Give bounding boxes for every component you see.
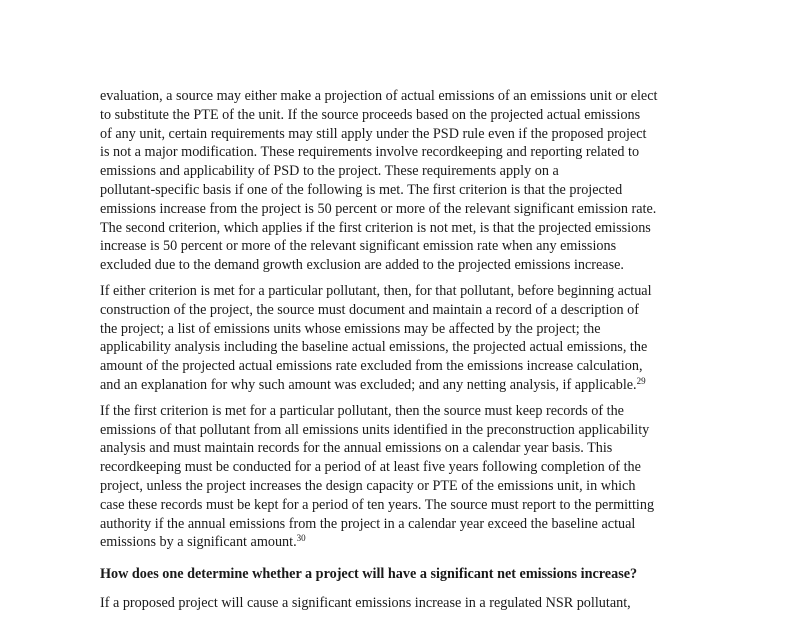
text-line-content: emissions by a significant amount. — [100, 534, 297, 551]
text-line — [100, 533, 718, 552]
text-line — [100, 376, 718, 395]
text-line: The second criterion, which applies if the first criterion is not met, is that the projected emissions — [100, 219, 651, 236]
text-line: increase is 50 percent or more of the relevant significant emission rate when any emissions — [100, 238, 617, 255]
footnote-marker[interactable]: 29 — [636, 375, 646, 386]
text-line: pollutant-specific basis if one of the following is met. The first criterion is that the projected — [100, 181, 623, 198]
text-line: emissions increase from the project is 50 percent or more of the relevant significant emission rate. — [100, 200, 657, 217]
section-heading: How does one determine whether a project will have a significant net emissions increase? — [100, 566, 638, 583]
text-line: evaluation, a source may either make a projection of actual emissions of an emissions unit or elect — [100, 88, 658, 104]
text-line: of any unit, certain requirements may still apply under the PSD rule even if the proposed project — [100, 125, 647, 142]
text-line: the project; a list of emissions units whose emissions may be affected by the project; the — [100, 320, 601, 337]
text-line: If either criterion is met for a particular pollutant, then, for that pollutant, before beginning actual — [100, 282, 652, 299]
footnote-marker[interactable]: 30 — [296, 533, 306, 544]
document-page — [100, 87, 718, 620]
paragraph-documentation-requirements — [100, 282, 718, 395]
text-line: amount of the projected actual emissions rate excluded from the emissions increase calculation, — [100, 358, 643, 375]
text-line: emissions and applicability of PSD to the project. These requirements apply on a — [100, 163, 559, 180]
text-line: applicability analysis including the baseline actual emissions, the projected actual emissions, the — [100, 339, 648, 356]
text-line: emissions of that pollutant from all emissions units identified in the preconstruction applicability — [100, 421, 650, 438]
text-line: recordkeeping must be conducted for a period of at least five years following completion of the — [100, 459, 641, 476]
text-line: construction of the project, the source must document and maintain a record of a description of — [100, 301, 639, 318]
text-line-content: and an explanation for why such amount was excluded; and any netting analysis, if applicable. — [100, 376, 637, 393]
text-line: If the first criterion is met for a particular pollutant, then the source must keep records of the — [100, 402, 624, 419]
paragraph-net-emissions — [100, 594, 718, 613]
text-line: analysis and must maintain records for the annual emissions on a calendar year basis. This — [100, 440, 613, 457]
text-line: authority if the annual emissions from the project in a calendar year exceed the baseline actual — [100, 515, 636, 532]
paragraph-projection-requirements — [100, 87, 718, 275]
text-line: is not a major modification. These requirements involve recordkeeping and reporting related to — [100, 144, 640, 161]
text-line: If a proposed project will cause a significant emissions increase in a regulated NSR pollutant, — [100, 594, 631, 611]
paragraph-recordkeeping-requirements — [100, 402, 718, 552]
text-line: to substitute the PTE of the unit. If the source proceeds based on the projected actual emissions — [100, 106, 641, 123]
text-line: project, unless the project increases the design capacity or PTE of the emissions unit, in which — [100, 477, 636, 494]
text-line: case these records must be kept for a period of ten years. The source must report to the permitting — [100, 496, 655, 513]
text-line: excluded due to the demand growth exclusion are added to the projected emissions increase. — [100, 257, 624, 274]
